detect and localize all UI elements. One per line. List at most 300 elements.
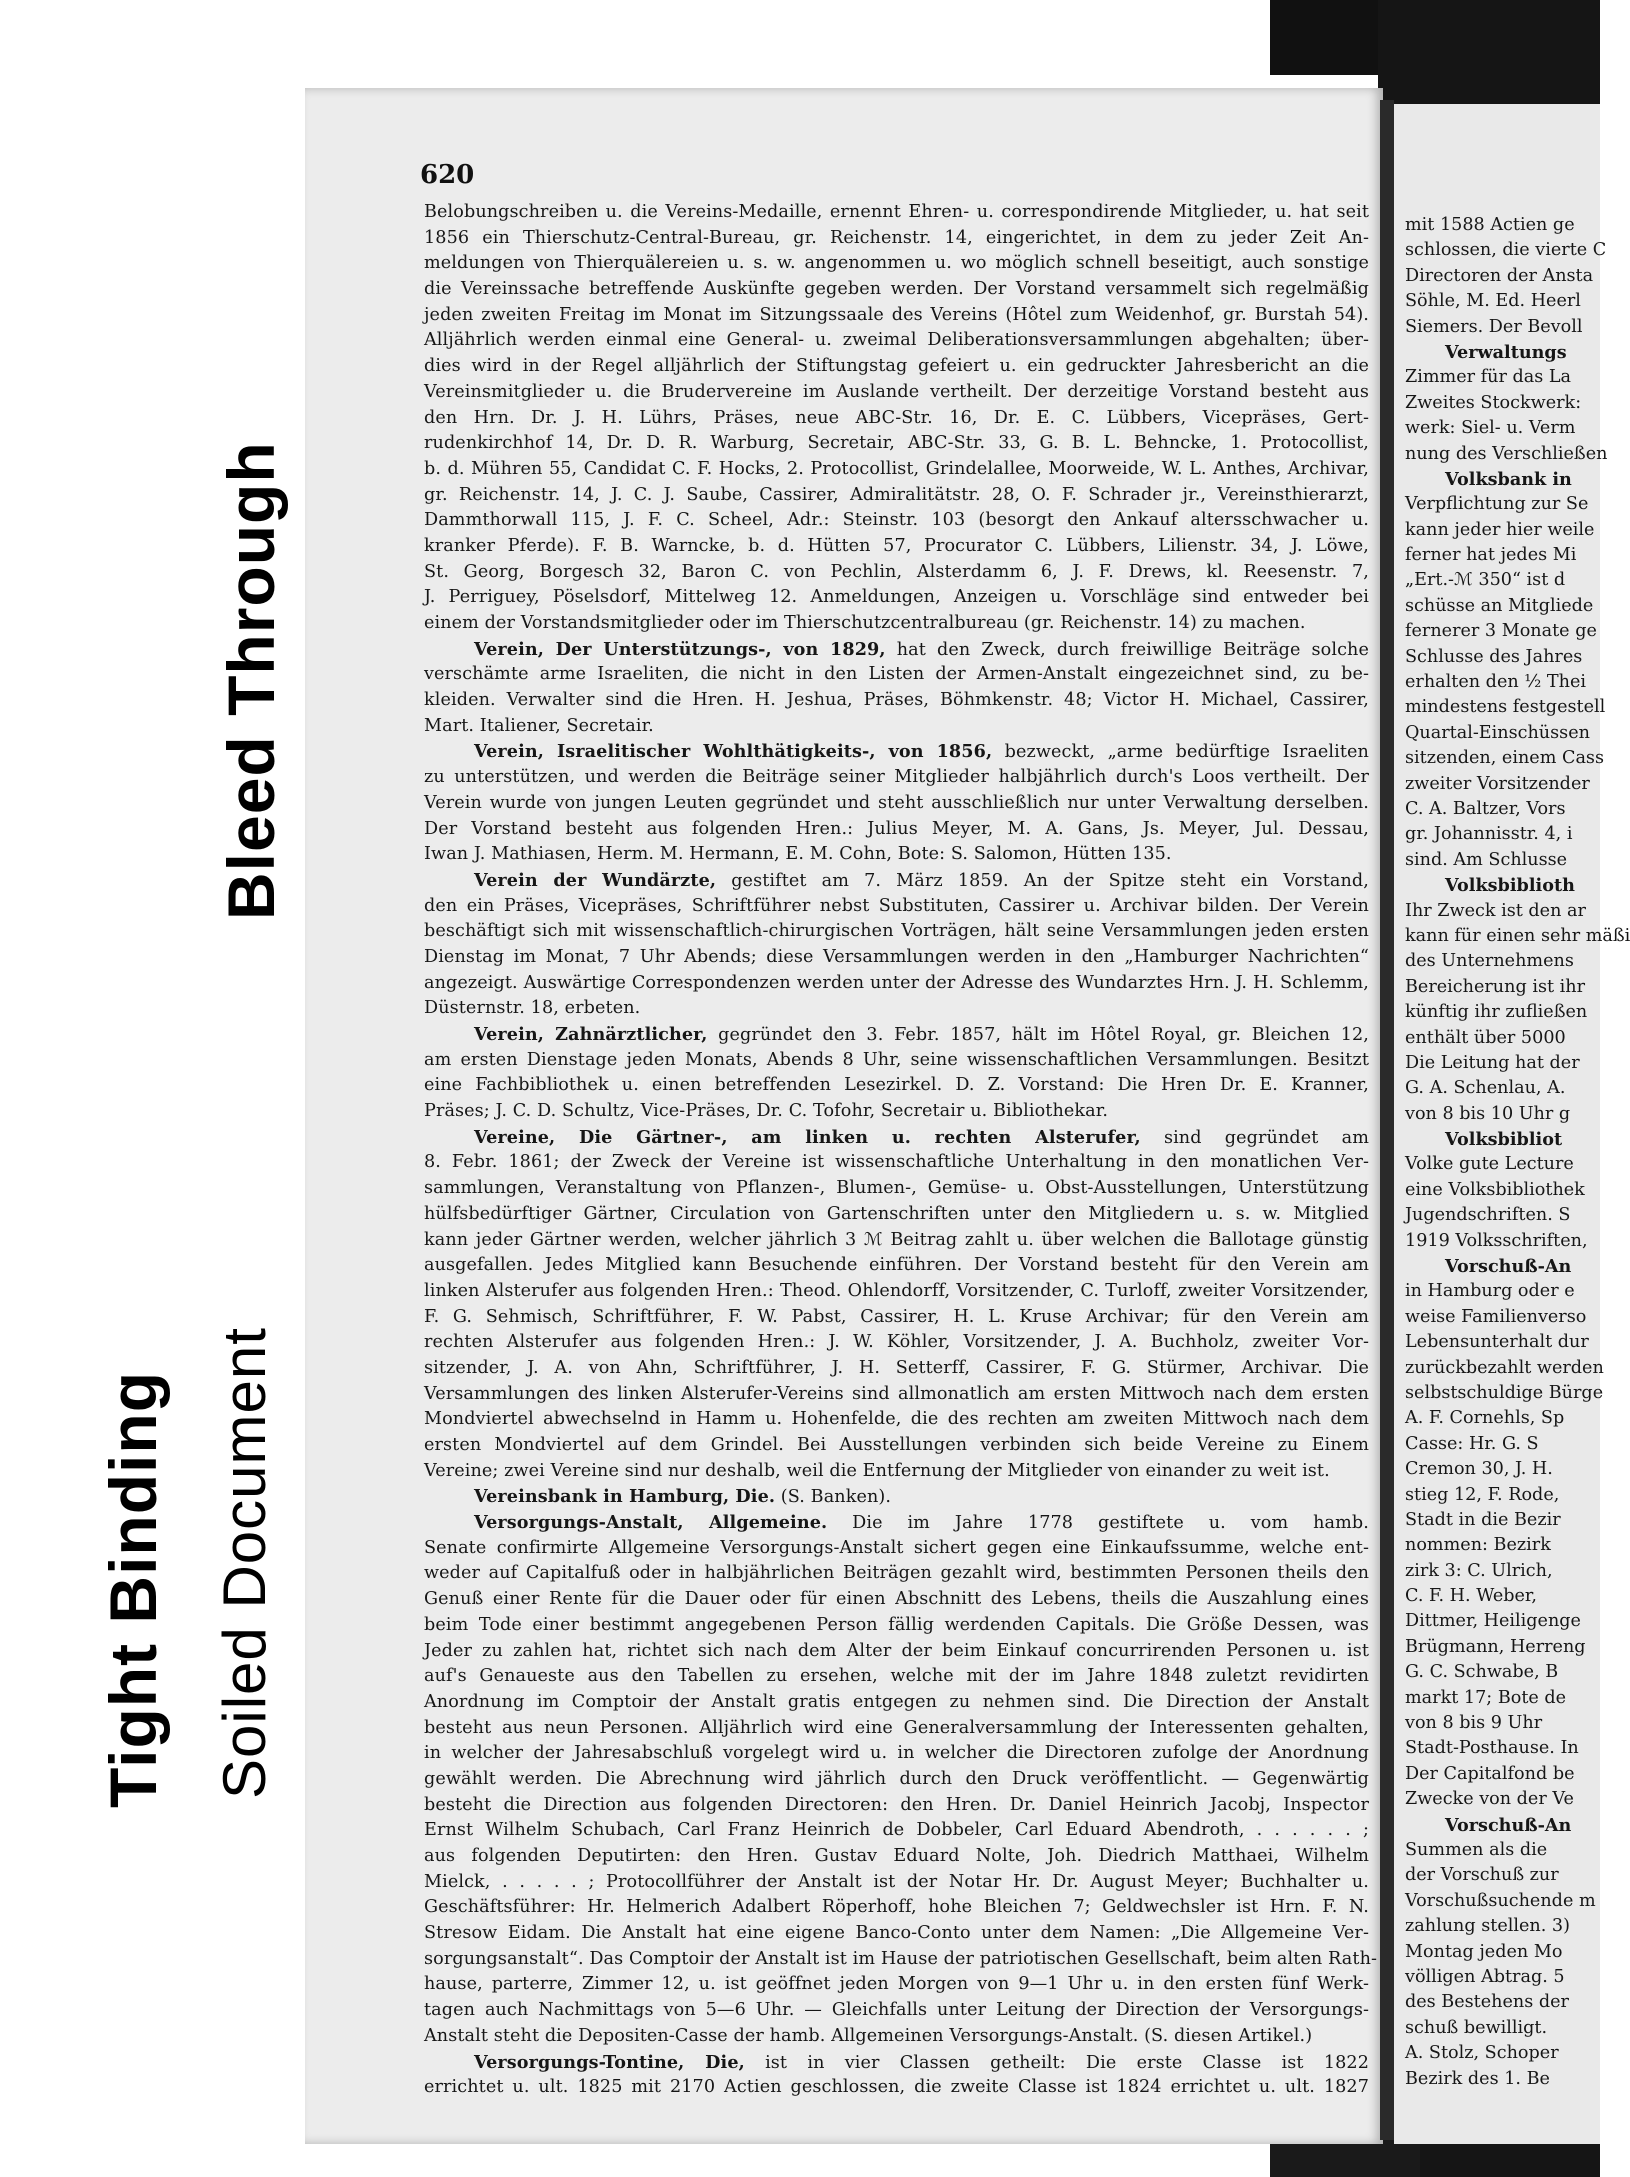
line-text: Mielck, . . . . . ; Protocollführer der Anstalt ist der Notar Hr. Dr. August Meyer; Buchhalter u.: [424, 1871, 1369, 1892]
text-line: [424, 1228, 1369, 1254]
text-line: [424, 1356, 1369, 1382]
line-text: Montag jeden Mo: [1405, 1941, 1563, 1962]
line-text: zweiter Vorsitzender: [1405, 773, 1590, 794]
text-line: [424, 380, 1369, 406]
line-text: weise Familienverso: [1405, 1306, 1587, 1327]
line-text: verschämte arme Israeliten, die nicht in den Listen der Armen-Anstalt eingezeichnet sind, zu be-: [424, 664, 1369, 685]
line-text: besteht die Direction aus folgenden Directoren: den Hren. Dr. Daniel Heinrich Jacobj, Inspector: [424, 1794, 1369, 1815]
text-line: [1405, 1584, 1605, 1609]
entry-heading: Vorschuß-An: [1445, 1814, 1572, 1836]
text-line: [1405, 365, 1605, 390]
line-text: des Unternehmens: [1405, 951, 1574, 972]
line-text: Iwan J. Mathiasen, Herm. M. Hermann, E. M. Cohn, Bote: S. Salomon, Hütten 135.: [424, 844, 1172, 865]
line-text: Cremon 30, J. H.: [1405, 1459, 1553, 1480]
entry-heading: Verein der Wundärzte,: [474, 869, 717, 891]
text-line: [1405, 1508, 1605, 1533]
text-line: [424, 534, 1369, 560]
line-text: zirk 3: C. Ulrich,: [1405, 1560, 1553, 1581]
text-line: [1405, 1863, 1605, 1888]
line-text: Jeder zu zahlen hat, richtet sich nach dem Alter der beim Einkauf concurrirenden Personen u. ist: [424, 1640, 1369, 1661]
line-text: den ein Präses, Vicepräses, Schriftführer nebst Substituten, Cassirer u. Archivar bilden. Der Verein: [424, 895, 1369, 916]
text-line: [424, 842, 1369, 868]
line-text: gr. Johannisstr. 4, i: [1405, 824, 1573, 845]
text-line: [424, 457, 1369, 483]
text-line: [1405, 924, 1630, 949]
line-text: Zweites Stockwerk:: [1405, 392, 1582, 413]
text-line: [1405, 772, 1605, 797]
text-line: [1405, 1813, 1605, 1838]
line-text: Stresow Eidam. Die Anstalt hat eine eigene Banco-Conto unter dem Namen: „Die Allgemeine Ver-: [424, 1923, 1369, 1944]
line-text: kann für einen sehr mäßi: [1405, 925, 1630, 946]
text-line: [424, 406, 1369, 432]
line-text: „Ert.-ℳ 350“ ist d: [1405, 570, 1566, 591]
text-line: [424, 560, 1369, 586]
text-line: [424, 1972, 1369, 1998]
text-line: [424, 1613, 1369, 1639]
text-line: [424, 1176, 1369, 1202]
line-text: Schlusse des Jahres: [1405, 646, 1583, 667]
text-line: [1405, 1026, 1605, 1051]
line-text: Dienstag im Monat, 7 Uhr Abends; diese Versammlungen werden in den „Hamburger Nachrichten“: [424, 946, 1369, 967]
line-text: Verpflichtung zur Se: [1405, 494, 1589, 515]
text-line: [1405, 1152, 1605, 1177]
text-line: [1405, 518, 1605, 543]
text-line: [424, 251, 1369, 277]
line-text: 1856 ein Thierschutz-Central-Bureau, gr. Reichenstr. 14, eingerichtet, in dem zu jeder Zeit An-: [424, 227, 1369, 248]
line-text: nung des Verschließen: [1405, 443, 1608, 464]
label-tight-binding-text: Tight Binding: [96, 1370, 170, 1808]
text-line: [1405, 1076, 1605, 1101]
text-line: [1405, 492, 1605, 517]
text-line: [424, 1407, 1369, 1433]
text-line: [1405, 1940, 1605, 1965]
line-text: Der Capitalfond be: [1405, 1763, 1575, 1784]
entry-heading: Verein, Zahnärztlicher,: [474, 1024, 708, 1045]
text-line: [1405, 568, 1605, 593]
line-text: A. Stolz, Schoper: [1405, 2043, 1559, 2064]
line-text: markt 17; Bote de: [1405, 1687, 1567, 1708]
text-line: [1405, 1686, 1605, 1711]
text-line: [424, 688, 1369, 714]
line-text: Zwecke von der Ve: [1405, 1789, 1574, 1810]
text-line: [1405, 1736, 1605, 1761]
line-text: des Bestehens der: [1405, 1992, 1569, 2013]
text-line: [1405, 1102, 1605, 1127]
text-line: [1405, 848, 1605, 873]
line-text: Ernst Wilhelm Schubach, Carl Franz Heinrich de Dobbeler, Carl Eduard Abendroth, . . . . . . ;: [424, 1820, 1369, 1841]
line-text: Summen als die: [1405, 1840, 1548, 1860]
line-text: sind gegründet am: [1140, 1127, 1369, 1148]
line-text: Vereinsmitglieder u. die Brudervereine im Auslande vertheilt. Der derzeitige Vorstand besteht aus: [424, 381, 1369, 402]
entry-heading: Versorgungs-Anstalt, Allgemeine.: [474, 1512, 828, 1534]
line-text: Belobungschreiben u. die Vereins-Medaille, ernennt Ehren- u. correspondirende Mitglieder, u. hat seit: [424, 202, 1369, 222]
text-line: [1405, 1965, 1605, 1990]
line-text: am ersten Dienstage jeden Monats, Abends 8 Uhr, seine wissenschaftlichen Versammlungen. Besitzt: [424, 1049, 1369, 1070]
text-line: [424, 1459, 1369, 1485]
line-text: Bezirk des 1. Be: [1405, 2068, 1550, 2089]
text-line: [1405, 1990, 1605, 2015]
line-text: stieg 12, F. Rode,: [1405, 1484, 1560, 1505]
text-line: [1405, 899, 1605, 924]
text-line: [1405, 1559, 1605, 1584]
line-text: besteht aus neun Personen. Alljährlich wird eine Generalversammlung der Interessenten gehalten,: [424, 1717, 1369, 1738]
text-line: [424, 1510, 1369, 1536]
line-text: C. A. Baltzer, Vors: [1405, 798, 1566, 819]
line-text: tagen auch Nachmittags von 5—6 Uhr. — Gleichfalls unter Leitung der Direction der Versorgungs-: [424, 2000, 1369, 2021]
right-page-text: [1405, 213, 1630, 2092]
line-text: sorgungsanstalt“. Das Comptoir der Anstalt ist im Hause der patriotischen Gesellschaft, beim alten Rath-: [424, 1948, 1378, 1969]
text-line: [1405, 619, 1605, 644]
text-line: [424, 1202, 1369, 1228]
text-line: [424, 200, 1369, 226]
entry-heading: Verein, Der Unterstützungs-, von 1829,: [474, 638, 886, 660]
line-text: künftig ihr zufließen: [1405, 1002, 1588, 1023]
text-line: [1405, 1711, 1605, 1736]
line-text: zu unterstützen, und werden die Beiträge seiner Mitglieder halbjährlich durch's Loos vertheilt. Der: [424, 767, 1369, 788]
line-text: schüsse an Mitgliede: [1405, 595, 1594, 616]
text-line: [1405, 543, 1605, 568]
line-text: bezweckt, „arme bedürftige Israeliten: [992, 742, 1369, 763]
text-line: [1405, 1127, 1605, 1152]
line-text: Dittmer, Heiligenge: [1405, 1611, 1581, 1632]
line-text: Verein wurde von jungen Leuten gegründet und steht ausschließlich nur unter Verwaltung derselben.: [424, 792, 1369, 813]
text-line: [1405, 315, 1605, 340]
line-text: Versammlungen des linken Alsterufer-Vereins sind allmonatlich am ersten Mittwoch nach dem ersten: [424, 1383, 1369, 1404]
line-text: dies wird in der Regel alljährlich der Stiftungstag gefeiert u. ein gedruckter Jahresbericht an die: [424, 356, 1369, 377]
text-line: [1405, 213, 1605, 238]
text-line: [424, 1690, 1369, 1716]
text-line: [424, 1253, 1369, 1279]
text-line: [424, 1433, 1369, 1459]
text-line: [424, 277, 1369, 303]
text-line: [424, 1998, 1369, 2024]
text-line: [424, 1844, 1369, 1870]
page-number: 620: [420, 160, 475, 190]
text-line: [424, 1484, 1369, 1510]
line-text: zahlung stellen. 3): [1405, 1916, 1570, 1937]
line-text: Der Vorstand besteht aus folgenden Hren.: Julius Meyer, M. A. Gans, Js. Meyer, Jul. Dessau,: [424, 818, 1369, 839]
text-line: [1405, 645, 1605, 670]
line-text: mit 1588 Actien ge: [1405, 215, 1575, 235]
text-line: [424, 1150, 1369, 1176]
line-text: werk: Siel- u. Verm: [1405, 418, 1576, 439]
text-line: [424, 1099, 1369, 1125]
line-text: auf's Genaueste aus den Tabellen zu ersehen, welche mit der im Jahre 1848 zuletzt revidirten: [424, 1666, 1369, 1687]
line-text: schuß bewilligt.: [1405, 2017, 1548, 2038]
line-text: erhalten den ½ Thei: [1405, 672, 1587, 693]
text-line: [1405, 822, 1605, 847]
line-text: eine Volksbibliothek: [1405, 1179, 1585, 1200]
line-text: Söhle, M. Ed. Heerl: [1405, 291, 1581, 312]
entry-heading: Verein, Israelitischer Wohlthätigkeits-, von 1856,: [474, 741, 993, 763]
line-text: St. Georg, Borgesch 32, Baron C. von Pechlin, Alsterdamm 6, J. F. Drews, kl. Reesenstr. 7,: [424, 561, 1369, 582]
line-text: sammlungen, Veranstaltung von Pflanzen-, Blumen-, Gemüse- u. Obst-Ausstellungen, Unterstützung: [424, 1178, 1369, 1199]
line-text: nommen: Bezirk: [1405, 1535, 1551, 1556]
line-text: Senate confirmirte Allgemeine Versorgungs-Anstalt sichert gegen eine Einkaufssumme, welche ent-: [424, 1537, 1369, 1558]
entry-heading: Volksbibliot: [1445, 1129, 1563, 1151]
line-text: kann jeder Gärtner werden, welcher jährlich 3 ℳ Beitrag zahlt u. über welchen die Ballotage günstig: [424, 1229, 1369, 1250]
line-text: hause, parterre, Zimmer 12, u. ist geöffnet jeden Morgen von 9—1 Uhr u. in den ersten fünf Werk-: [424, 1974, 1369, 1995]
text-line: [1405, 1533, 1605, 1558]
line-text: Mondviertel abwechselnd in Hamm u. Hohenfelde, die des rechten am zweiten Mittwoch nach dem: [424, 1409, 1369, 1430]
page-gutter: [1380, 100, 1394, 2140]
entry-heading: Vereine, Die Gärtner-, am linken u. rechten Alsterufer,: [474, 1126, 1141, 1148]
text-line: [424, 328, 1369, 354]
line-text: jeden zweiten Freitag im Monat im Sitzungssaale des Vereins (Hôtel zum Weidenhof, gr. Burstah 54).: [424, 304, 1369, 325]
line-text: rechten Alsterufer aus folgenden Hren.: J. W. Köhler, Vorsitzender, J. A. Buchholz, zweiter Vor-: [424, 1332, 1369, 1353]
line-text: Ihr Zweck ist den ar: [1405, 900, 1586, 921]
left-page-text: [424, 200, 1378, 2101]
entry-heading: Volksbiblioth: [1445, 875, 1575, 897]
text-line: [1405, 1432, 1605, 1457]
text-line: [424, 919, 1369, 945]
line-text: beschäftigt sich mit wissenschaftlich-chirurgischen Vorträgen, hält seine Versammlungen jeden ersten: [424, 921, 1369, 942]
line-text: Die im Jahre 1778 gestiftete u. vom hamb.: [827, 1513, 1369, 1534]
text-line: [424, 971, 1369, 997]
line-text: Anordnung im Comptoir der Anstalt gratis entgegen zu nehmen sind. Die Direction der Anstalt: [424, 1691, 1369, 1712]
line-text: errichtet u. ult. 1825 mit 2170 Actien geschlossen, die zweite Classe ist 1824 errichtet u. ult. 1827: [424, 2077, 1369, 2098]
text-line: [1405, 1635, 1605, 1660]
text-line: [1405, 1254, 1605, 1279]
text-line: [424, 354, 1369, 380]
text-line: [424, 945, 1369, 971]
text-line: [1405, 1406, 1605, 1431]
text-line: [424, 817, 1369, 843]
text-line: [424, 1895, 1369, 1921]
text-line: [1405, 1762, 1605, 1787]
text-line: [424, 1048, 1369, 1074]
line-text: Genuß einer Rente für die Dauer oder für einen Abschnitt des Lebens, theils die Auszahlung eines: [424, 1589, 1369, 1610]
text-line: [424, 611, 1369, 637]
text-line: [424, 1279, 1369, 1305]
text-line: [424, 585, 1369, 611]
line-text: Volke gute Lecture: [1405, 1154, 1574, 1175]
text-line: [1405, 594, 1605, 619]
text-line: [1405, 1051, 1605, 1076]
line-text: eine Fachbibliothek u. einen betreffenden Lesezirkel. D. Z. Vorstand: Die Hren Dr. E. Kranner,: [424, 1075, 1369, 1096]
text-line: [1405, 797, 1605, 822]
line-text: rudenkirchhof 14, Dr. D. R. Warburg, Secretair, ABC-Str. 33, G. B. L. Behncke, 1. Protocollist,: [424, 433, 1369, 454]
line-text: b. d. Mühren 55, Candidat C. F. Hocks, 2. Protocollist, Grindelallee, Moorweide, W. L. Anthes, Archivar,: [424, 458, 1369, 479]
text-line: [1405, 975, 1605, 1000]
text-line: [1405, 721, 1605, 746]
line-text: weder auf Capitalfuß oder in halbjährlichen Beiträgen gezahlt wird, bestimmten Personen theils den: [424, 1563, 1369, 1584]
line-text: 8. Febr. 1861; der Zweck der Vereine ist wissenschaftliche Unterhaltung in den monatlichen Ver-: [424, 1152, 1369, 1173]
text-line: [1405, 1483, 1605, 1508]
line-text: sitzenden, einem Cass: [1405, 748, 1604, 769]
line-text: kranker Pferde). F. B. Warncke, b. d. Hütten 57, Procurator C. Lübbers, Lilienstr. 34, J. Löwe,: [424, 535, 1369, 556]
line-text: beim Tode einer bestimmt angegebenen Person fällig werdenden Capitals. Die Größe Dessen, was: [424, 1614, 1369, 1635]
text-line: [424, 791, 1369, 817]
text-line: [424, 1664, 1369, 1690]
line-text: kleiden. Verwalter sind die Hren. H. Jeshua, Präses, Böhmkenstr. 48; Victor H. Michael, Cassirer,: [424, 690, 1369, 711]
text-line: [424, 868, 1369, 894]
line-text: die Vereinssache betreffende Auskünfte gegeben werden. Der Vorstand versammelt sich regelmäßig: [424, 279, 1369, 300]
entry-heading: Vorschuß-An: [1445, 1256, 1572, 1278]
text-line: [424, 2050, 1369, 2076]
line-text: Stadt in die Bezir: [1405, 1509, 1561, 1530]
text-line: [1405, 873, 1605, 898]
line-text: A. F. Cornehls, Sp: [1405, 1408, 1565, 1429]
text-line: [424, 2024, 1369, 2050]
line-text: Lebensunterhalt dur: [1405, 1332, 1589, 1353]
text-line: [1405, 1609, 1605, 1634]
text-line: [424, 1125, 1369, 1151]
line-text: Die Leitung hat der: [1405, 1052, 1580, 1073]
label-tight-binding: [85, 1268, 185, 1813]
text-line: [424, 739, 1369, 765]
text-line: [1405, 289, 1605, 314]
line-text: Geschäftsführer: Hr. Helmerich Adalbert Röperhoff, hohe Bleichen 7; Geldwechsler ist Hrn. F. N.: [424, 1897, 1369, 1918]
text-line: [424, 1305, 1369, 1331]
text-line: [1405, 340, 1605, 365]
text-line: [1405, 1305, 1605, 1330]
text-line: [424, 637, 1369, 663]
text-line: [1405, 949, 1605, 974]
line-text: Casse: Hr. G. S: [1405, 1433, 1539, 1454]
text-line: [1405, 1660, 1605, 1685]
line-text: einem der Vorstandsmitglieder oder im Thierschutzcentralbureau (gr. Reichenstr. 14) zu machen.: [424, 613, 1306, 633]
line-text: 1919 Volksschriften,: [1405, 1230, 1588, 1251]
line-text: G. A. Schenlau, A.: [1405, 1078, 1566, 1099]
text-line: [1405, 1457, 1605, 1482]
label-soiled-document: [192, 1195, 292, 1810]
line-text: Anstalt steht die Depositen-Casse der hamb. Allgemeinen Versorgungs-Anstalt. (S. diesen Artikel.): [424, 2025, 1313, 2046]
text-line: [424, 303, 1369, 329]
text-line: [1405, 695, 1605, 720]
label-bleed-through-text: Bleed Through: [214, 441, 288, 920]
line-text: ist in vier Classen getheilt: Die erste Classe ist 1822: [744, 2052, 1369, 2073]
text-line: [1405, 1279, 1605, 1304]
text-line: [1405, 1838, 1605, 1863]
line-text: C. F. H. Weber,: [1405, 1586, 1538, 1607]
text-line: [424, 894, 1369, 920]
text-line: [424, 1639, 1369, 1665]
line-text: Stadt-Posthause. In: [1405, 1738, 1579, 1759]
text-line: [1405, 1203, 1605, 1228]
text-line: [1405, 1330, 1605, 1355]
text-line: [1405, 2067, 1605, 2092]
line-text: ausgefallen. Jedes Mitglied kann Besuchende einführen. Der Vorstand besteht für den Verein am: [424, 1255, 1369, 1276]
text-line: [424, 1022, 1369, 1048]
text-line: [424, 1921, 1369, 1947]
text-line: [424, 2075, 1369, 2101]
text-line: [424, 226, 1369, 252]
line-text: sitzender, J. A. von Ahn, Schriftführer, J. H. Setterff, Cassirer, F. G. Stürmer, Archivar. Die: [424, 1357, 1369, 1378]
text-line: [1405, 1000, 1605, 1025]
line-text: schlossen, die vierte C: [1405, 240, 1607, 261]
line-text: Zimmer für das La: [1405, 367, 1572, 388]
text-line: [424, 1793, 1369, 1819]
line-text: kann jeder hier weile: [1405, 519, 1595, 540]
text-line: [424, 765, 1369, 791]
line-text: gewählt werden. Die Abrechnung wird jährlich durch den Druck veröffentlicht. — Gegenwärtig: [424, 1768, 1369, 1789]
text-line: [1405, 1381, 1605, 1406]
line-text: Mart. Italiener, Secretair.: [424, 715, 654, 736]
line-text: fernerer 3 Monate ge: [1405, 621, 1597, 642]
text-line: [1405, 670, 1605, 695]
line-text: aus folgenden Deputirten: den Hren. Gustav Eduard Nolte, Joh. Diedrich Matthaei, Wilhelm: [424, 1846, 1369, 1866]
line-text: ferner hat jedes Mi: [1405, 545, 1577, 566]
label-bleed-through: [185, 320, 295, 925]
text-line: [424, 662, 1369, 688]
line-text: Directoren der Ansta: [1405, 265, 1594, 286]
line-text: Vorschußsuchende m: [1405, 1890, 1596, 1911]
line-text: G. C. Schwabe, B: [1405, 1662, 1559, 1683]
line-text: Dammthorwall 115, J. F. C. Scheel, Adr.: Steinstr. 103 (besorgt den Ankauf altersschwacher u.: [424, 510, 1369, 531]
text-line: [1405, 1889, 1605, 1914]
text-line: [1405, 264, 1605, 289]
line-text: (S. Banken).: [775, 1487, 892, 1508]
text-line: [424, 714, 1369, 740]
line-text: mindestens festgestell: [1405, 697, 1606, 718]
text-line: [424, 1767, 1369, 1793]
line-text: hat den Zweck, durch freiwillige Beiträge solche: [885, 639, 1369, 660]
text-line: [1405, 2016, 1605, 2041]
text-line: [424, 483, 1369, 509]
label-soiled-document-text: Soiled Document: [211, 1327, 278, 1799]
text-line: [424, 1870, 1369, 1896]
line-text: meldungen von Thierquälereien u. s. w. angenommen u. wo möglich schnell beseitigt, auch sonstige: [424, 253, 1369, 274]
text-line: [1405, 1178, 1605, 1203]
text-line: [1405, 442, 1608, 467]
text-line: [1405, 467, 1605, 492]
line-text: angezeigt. Auswärtige Correspondenzen werden unter der Adresse des Wundarztes Hrn. J. H. Schlemm,: [424, 972, 1369, 993]
text-line: [424, 1330, 1369, 1356]
entry-heading: Vereinsbank in Hamburg, Die.: [474, 1486, 776, 1508]
text-line: [424, 1818, 1369, 1844]
line-text: hülfsbedürftiger Gärtner, Circulation von Gartenschriften unter den Mitgliedern u. s. w. Mitglied: [424, 1203, 1369, 1224]
text-line: [424, 1073, 1369, 1099]
entry-heading: Versorgungs-Tontine, Die,: [474, 2051, 745, 2073]
text-line: [424, 1587, 1369, 1613]
line-text: Jugendschriften. S: [1405, 1205, 1571, 1226]
line-text: Siemers. Der Bevoll: [1405, 316, 1583, 337]
line-text: zurückbezahlt werden: [1405, 1357, 1604, 1378]
text-line: [424, 431, 1369, 457]
text-line: [1405, 1787, 1605, 1812]
text-line: [424, 1716, 1369, 1742]
line-text: Düsternstr. 18, erbeten.: [424, 998, 641, 1019]
line-text: gr. Reichenstr. 14, J. C. J. Saube, Cassirer, Admiralitätstr. 28, O. F. Schrader jr., Vereinsthierarzt,: [424, 484, 1369, 505]
line-text: von 8 bis 9 Uhr: [1405, 1713, 1543, 1734]
line-text: in welcher der Jahresabschluß vorgelegt wird u. in welcher die Directoren zufolge der Anordnung: [424, 1743, 1369, 1764]
text-line: [424, 1741, 1369, 1767]
line-text: Alljährlich werden einmal eine General- u. zweimal Deliberationsversammlungen abgehalten; über-: [424, 330, 1369, 351]
text-line: [1405, 1356, 1605, 1381]
entry-heading: Verwaltungs: [1445, 341, 1567, 363]
line-text: Präses; J. C. D. Schultz, Vice-Präses, Dr. C. Tofohr, Secretair u. Bibliothekar.: [424, 1101, 1109, 1122]
line-text: Brügmann, Herreng: [1405, 1636, 1586, 1657]
line-text: F. G. Sehmisch, Schriftführer, F. W. Pabst, Cassirer, H. L. Kruse Archivar; für den Verein am: [424, 1306, 1369, 1327]
text-line: [1405, 238, 1605, 263]
line-text: gestiftet am 7. März 1859. An der Spitze steht ein Vorstand,: [716, 870, 1369, 891]
text-line: [1405, 2041, 1605, 2066]
line-text: Quartal-Einschüssen: [1405, 722, 1590, 743]
text-line: [424, 1561, 1369, 1587]
line-text: in Hamburg oder e: [1405, 1281, 1575, 1302]
line-text: von 8 bis 10 Uhr g: [1405, 1103, 1571, 1124]
line-text: der Vorschuß zur: [1405, 1865, 1559, 1886]
text-line: [424, 1382, 1369, 1408]
line-text: den Hrn. Dr. J. H. Lührs, Präses, neue ABC-Str. 16, Dr. E. C. Lübbers, Vicepräses, Gert-: [424, 407, 1369, 428]
line-text: Vereine; zwei Vereine sind nur deshalb, weil die Entfernung der Mitglieder von einander zu weit ist.: [424, 1460, 1330, 1481]
line-text: sind. Am Schlusse: [1405, 849, 1568, 870]
line-text: linken Alsterufer aus folgenden Hren.: Theod. Ohlendorff, Vorsitzender, C. Turloff, zweiter Vorsitzender,: [424, 1280, 1369, 1301]
line-text: gegründet den 3. Febr. 1857, hält im Hôtel Royal, gr. Bleichen 12,: [707, 1025, 1369, 1045]
line-text: Bereicherung ist ihr: [1405, 976, 1586, 997]
text-line: [424, 996, 1369, 1022]
